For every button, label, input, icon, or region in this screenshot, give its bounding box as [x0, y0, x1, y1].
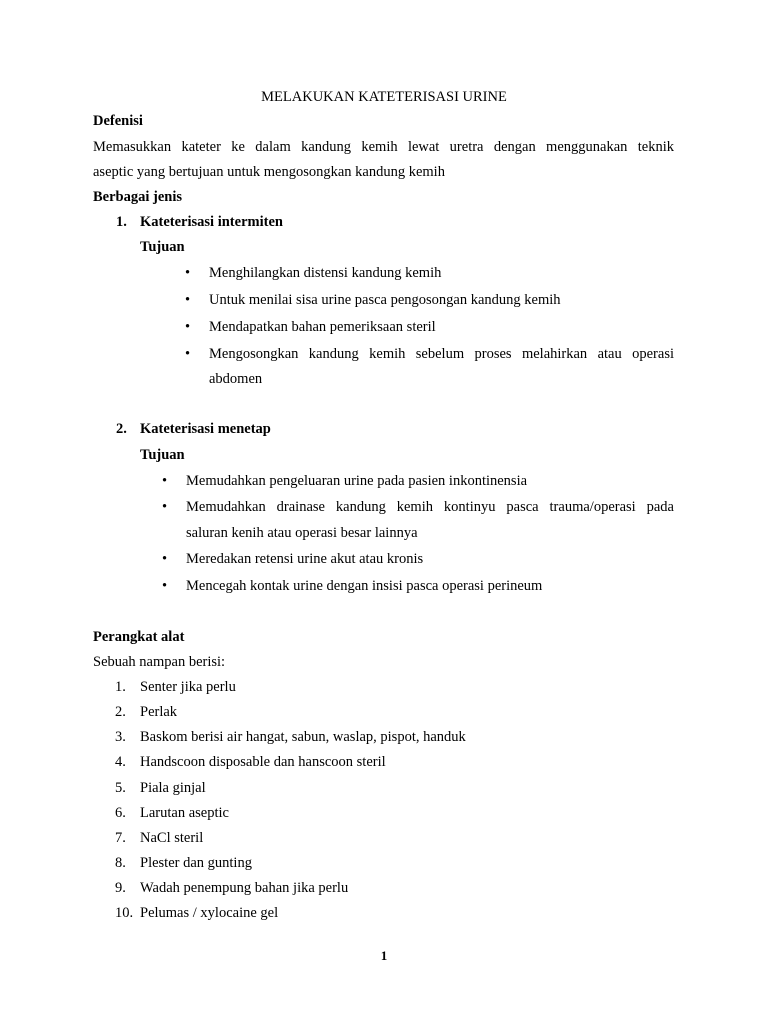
equipment-item-number: 10.: [115, 905, 134, 921]
bullet-icon: •: [162, 578, 168, 594]
equipment-item-text: NaCl steril: [140, 830, 204, 846]
equipment-item-number: 8.: [115, 855, 126, 871]
bullet-icon: •: [185, 265, 191, 281]
equipment-item-text: Plester dan gunting: [140, 855, 252, 871]
document-title: MELAKUKAN KATETERISASI URINE: [261, 89, 507, 105]
types-heading: Berbagai jenis: [93, 189, 183, 205]
equipment-item-text: Piala ginjal: [140, 780, 206, 796]
type-2-bullet-2: Memudahkan drainase kandung kemih kontinyu pasca trauma/operasi pada: [186, 499, 674, 515]
equipment-item-text: Larutan aseptic: [140, 805, 229, 821]
bullet-icon: •: [185, 319, 191, 335]
definition-heading: Defenisi: [93, 113, 143, 129]
type-2-number: 2.: [116, 421, 127, 437]
type-1-bullet-2: Untuk menilai sisa urine pasca pengosongan kandung kemih: [209, 292, 561, 308]
definition-line-1: Memasukkan kateter ke dalam kandung kemih lewat uretra dengan menggunakan teknik: [93, 139, 674, 155]
bullet-icon: •: [185, 346, 191, 362]
type-1-title: Kateterisasi intermiten: [140, 214, 283, 230]
page-number: 1: [380, 948, 388, 963]
type-2-purpose-heading: Tujuan: [140, 447, 185, 463]
bullet-icon: •: [162, 499, 168, 515]
bullet-icon: •: [162, 473, 168, 489]
definition-line-2: aseptic yang bertujuan untuk mengosongkan kandung kemih: [93, 164, 445, 180]
equipment-item-text: Perlak: [140, 704, 178, 720]
type-1-bullet-3: Mendapatkan bahan pemeriksaan steril: [209, 319, 436, 335]
equipment-item-number: 5.: [115, 780, 126, 796]
type-1-number: 1.: [116, 214, 127, 230]
equipment-item-number: 7.: [115, 830, 126, 846]
equipment-item-number: 3.: [115, 729, 126, 745]
equipment-item-number: 1.: [115, 679, 126, 695]
equipment-item-number: 2.: [115, 704, 126, 720]
equipment-item-number: 9.: [115, 880, 126, 896]
equipment-intro: Sebuah nampan berisi:: [93, 654, 226, 670]
equipment-item-text: Pelumas / xylocaine gel: [140, 905, 279, 921]
equipment-item-text: Wadah penempung bahan jika perlu: [140, 880, 349, 896]
type-1-bullet-4-continuation: abdomen: [209, 371, 263, 387]
type-2-bullet-1: Memudahkan pengeluaran urine pada pasien inkontinensia: [186, 473, 528, 489]
equipment-item-text: Senter jika perlu: [140, 679, 236, 695]
equipment-heading: Perangkat alat: [93, 629, 185, 645]
equipment-item-number: 6.: [115, 805, 126, 821]
type-2-bullet-4: Mencegah kontak urine dengan insisi pasca operasi perineum: [186, 578, 543, 594]
equipment-item-text: Baskom berisi air hangat, sabun, waslap, pispot, handuk: [140, 729, 466, 745]
type-1-bullet-4: Mengosongkan kandung kemih sebelum proses melahirkan atau operasi: [209, 346, 674, 362]
type-2-title: Kateterisasi menetap: [140, 421, 271, 437]
type-2-bullet-3: Meredakan retensi urine akut atau kronis: [186, 551, 424, 567]
bullet-icon: •: [162, 551, 168, 567]
bullet-icon: •: [185, 292, 191, 308]
type-2-bullet-2-continuation: saluran kenih atau operasi besar lainnya: [186, 525, 418, 541]
type-1-purpose-heading: Tujuan: [140, 239, 185, 255]
equipment-item-number: 4.: [115, 754, 126, 770]
type-1-bullet-1: Menghilangkan distensi kandung kemih: [209, 265, 442, 281]
equipment-item-text: Handscoon disposable dan hanscoon steril: [140, 754, 386, 770]
